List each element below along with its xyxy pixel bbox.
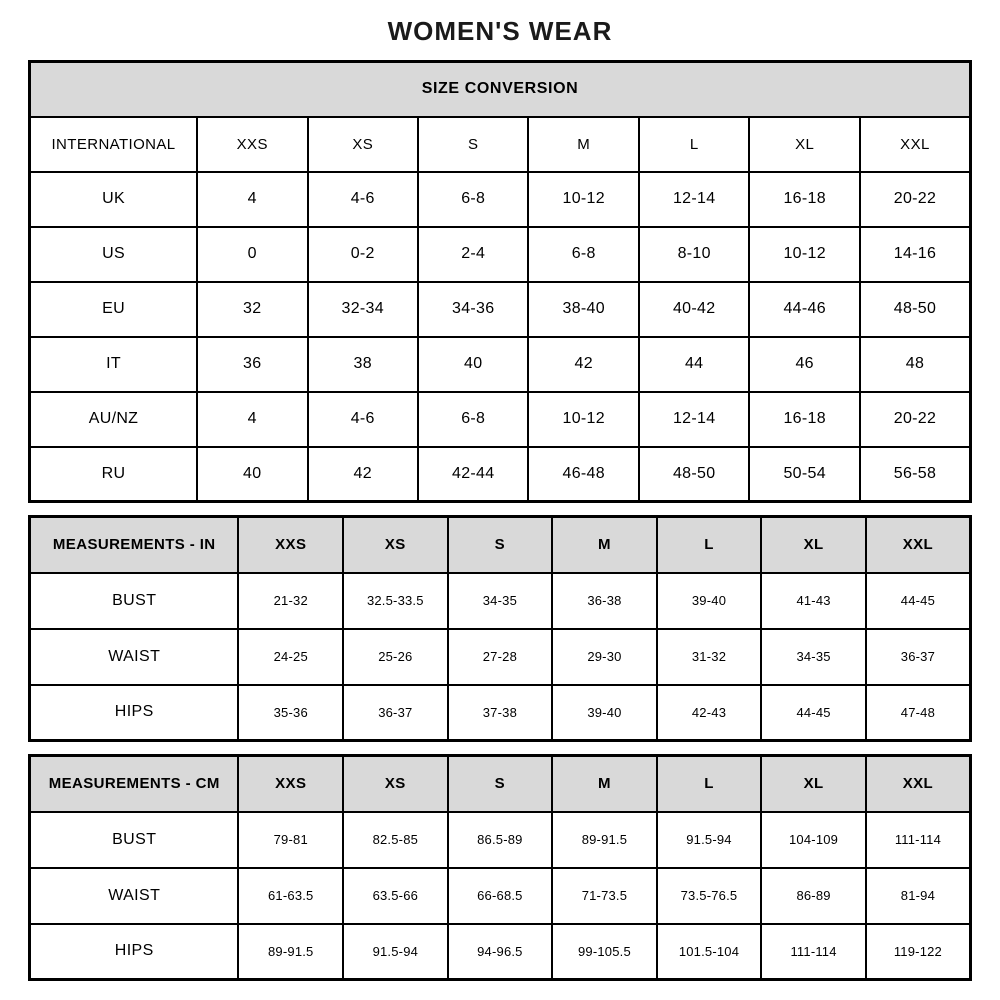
value-cell: 29-30 <box>552 629 657 685</box>
table-header-row <box>30 756 971 812</box>
column-header-cell: XL <box>761 517 866 573</box>
value-cell: 44-46 <box>749 282 859 337</box>
value-cell: 48-50 <box>639 447 749 502</box>
table-banner-cell: SIZE CONVERSION <box>30 62 971 117</box>
row-label-cell: WAIST <box>30 629 239 685</box>
row-label-cell: IT <box>30 337 198 392</box>
value-cell: 40 <box>197 447 307 502</box>
value-cell: 24-25 <box>238 629 343 685</box>
value-cell: 34-35 <box>761 629 866 685</box>
table-banner-row <box>30 62 971 117</box>
measurements-cm-table <box>28 754 972 981</box>
value-cell: 12-14 <box>639 392 749 447</box>
value-cell: 4 <box>197 172 307 227</box>
value-cell: 44 <box>639 337 749 392</box>
size-conversion-table <box>28 60 972 503</box>
value-cell: 42-44 <box>418 447 528 502</box>
value-cell: 40 <box>418 337 528 392</box>
value-cell: 86-89 <box>761 868 866 924</box>
table-row <box>30 629 971 685</box>
value-cell: 119-122 <box>866 924 971 980</box>
table-row <box>30 227 971 282</box>
header-label-cell: INTERNATIONAL <box>30 117 198 172</box>
value-cell: 79-81 <box>238 812 343 868</box>
table-row <box>30 337 971 392</box>
table-row <box>30 172 971 227</box>
value-cell: 38 <box>308 337 418 392</box>
value-cell: 89-91.5 <box>552 812 657 868</box>
value-cell: 42 <box>308 447 418 502</box>
row-label-cell: HIPS <box>30 685 239 741</box>
value-cell: 10-12 <box>749 227 859 282</box>
table-row <box>30 812 971 868</box>
column-header-cell: XXS <box>197 117 307 172</box>
value-cell: 32 <box>197 282 307 337</box>
table-row <box>30 573 971 629</box>
value-cell: 34-35 <box>448 573 553 629</box>
row-label-cell: EU <box>30 282 198 337</box>
column-header-cell: S <box>418 117 528 172</box>
value-cell: 4-6 <box>308 392 418 447</box>
value-cell: 21-32 <box>238 573 343 629</box>
value-cell: 6-8 <box>418 172 528 227</box>
table-header-row <box>30 117 971 172</box>
value-cell: 46-48 <box>528 447 638 502</box>
row-label-cell: BUST <box>30 812 239 868</box>
column-header-cell: L <box>639 117 749 172</box>
value-cell: 104-109 <box>761 812 866 868</box>
value-cell: 36 <box>197 337 307 392</box>
column-header-cell: S <box>448 756 553 812</box>
value-cell: 12-14 <box>639 172 749 227</box>
value-cell: 39-40 <box>552 685 657 741</box>
row-label-cell: HIPS <box>30 924 239 980</box>
value-cell: 111-114 <box>866 812 971 868</box>
value-cell: 86.5-89 <box>448 812 553 868</box>
value-cell: 16-18 <box>749 172 859 227</box>
value-cell: 111-114 <box>761 924 866 980</box>
value-cell: 48-50 <box>860 282 971 337</box>
value-cell: 61-63.5 <box>238 868 343 924</box>
column-header-cell: XS <box>343 517 448 573</box>
value-cell: 32.5-33.5 <box>343 573 448 629</box>
column-header-cell: XS <box>308 117 418 172</box>
column-header-cell: XL <box>761 756 866 812</box>
row-label-cell: AU/NZ <box>30 392 198 447</box>
value-cell: 36-38 <box>552 573 657 629</box>
table-row <box>30 685 971 741</box>
value-cell: 89-91.5 <box>238 924 343 980</box>
value-cell: 81-94 <box>866 868 971 924</box>
value-cell: 0-2 <box>308 227 418 282</box>
value-cell: 14-16 <box>860 227 971 282</box>
header-label-cell: MEASUREMENTS - CM <box>30 756 239 812</box>
value-cell: 34-36 <box>418 282 528 337</box>
table-row <box>30 392 971 447</box>
value-cell: 40-42 <box>639 282 749 337</box>
value-cell: 42 <box>528 337 638 392</box>
value-cell: 32-34 <box>308 282 418 337</box>
value-cell: 71-73.5 <box>552 868 657 924</box>
value-cell: 44-45 <box>866 573 971 629</box>
value-cell: 82.5-85 <box>343 812 448 868</box>
value-cell: 6-8 <box>418 392 528 447</box>
column-header-cell: M <box>552 756 657 812</box>
table-row <box>30 868 971 924</box>
value-cell: 10-12 <box>528 172 638 227</box>
value-cell: 99-105.5 <box>552 924 657 980</box>
row-label-cell: US <box>30 227 198 282</box>
column-header-cell: S <box>448 517 553 573</box>
value-cell: 8-10 <box>639 227 749 282</box>
table-row <box>30 282 971 337</box>
value-cell: 94-96.5 <box>448 924 553 980</box>
table-row <box>30 447 971 502</box>
column-header-cell: XXS <box>238 517 343 573</box>
column-header-cell: M <box>552 517 657 573</box>
value-cell: 73.5-76.5 <box>657 868 762 924</box>
value-cell: 10-12 <box>528 392 638 447</box>
value-cell: 47-48 <box>866 685 971 741</box>
value-cell: 0 <box>197 227 307 282</box>
value-cell: 2-4 <box>418 227 528 282</box>
value-cell: 37-38 <box>448 685 553 741</box>
column-header-cell: XS <box>343 756 448 812</box>
column-header-cell: XXL <box>866 756 971 812</box>
value-cell: 42-43 <box>657 685 762 741</box>
column-header-cell: XXL <box>860 117 971 172</box>
value-cell: 6-8 <box>528 227 638 282</box>
column-header-cell: L <box>657 517 762 573</box>
value-cell: 20-22 <box>860 392 971 447</box>
row-label-cell: RU <box>30 447 198 502</box>
column-header-cell: L <box>657 756 762 812</box>
value-cell: 56-58 <box>860 447 971 502</box>
value-cell: 101.5-104 <box>657 924 762 980</box>
value-cell: 35-36 <box>238 685 343 741</box>
column-header-cell: M <box>528 117 638 172</box>
column-header-cell: XXS <box>238 756 343 812</box>
value-cell: 91.5-94 <box>657 812 762 868</box>
value-cell: 63.5-66 <box>343 868 448 924</box>
page-title: WOMEN'S WEAR <box>387 16 613 46</box>
value-cell: 27-28 <box>448 629 553 685</box>
column-header-cell: XL <box>749 117 859 172</box>
value-cell: 36-37 <box>343 685 448 741</box>
value-cell: 38-40 <box>528 282 638 337</box>
header-label-cell: MEASUREMENTS - IN <box>30 517 239 573</box>
row-label-cell: WAIST <box>30 868 239 924</box>
row-label-cell: BUST <box>30 573 239 629</box>
value-cell: 4 <box>197 392 307 447</box>
value-cell: 36-37 <box>866 629 971 685</box>
value-cell: 91.5-94 <box>343 924 448 980</box>
value-cell: 39-40 <box>657 573 762 629</box>
value-cell: 41-43 <box>761 573 866 629</box>
value-cell: 50-54 <box>749 447 859 502</box>
value-cell: 16-18 <box>749 392 859 447</box>
value-cell: 66-68.5 <box>448 868 553 924</box>
value-cell: 4-6 <box>308 172 418 227</box>
table-header-row <box>30 517 971 573</box>
value-cell: 25-26 <box>343 629 448 685</box>
value-cell: 48 <box>860 337 971 392</box>
value-cell: 46 <box>749 337 859 392</box>
table-row <box>30 924 971 980</box>
column-header-cell: XXL <box>866 517 971 573</box>
value-cell: 20-22 <box>860 172 971 227</box>
measurements-in-table <box>28 515 972 742</box>
row-label-cell: UK <box>30 172 198 227</box>
value-cell: 44-45 <box>761 685 866 741</box>
value-cell: 31-32 <box>657 629 762 685</box>
